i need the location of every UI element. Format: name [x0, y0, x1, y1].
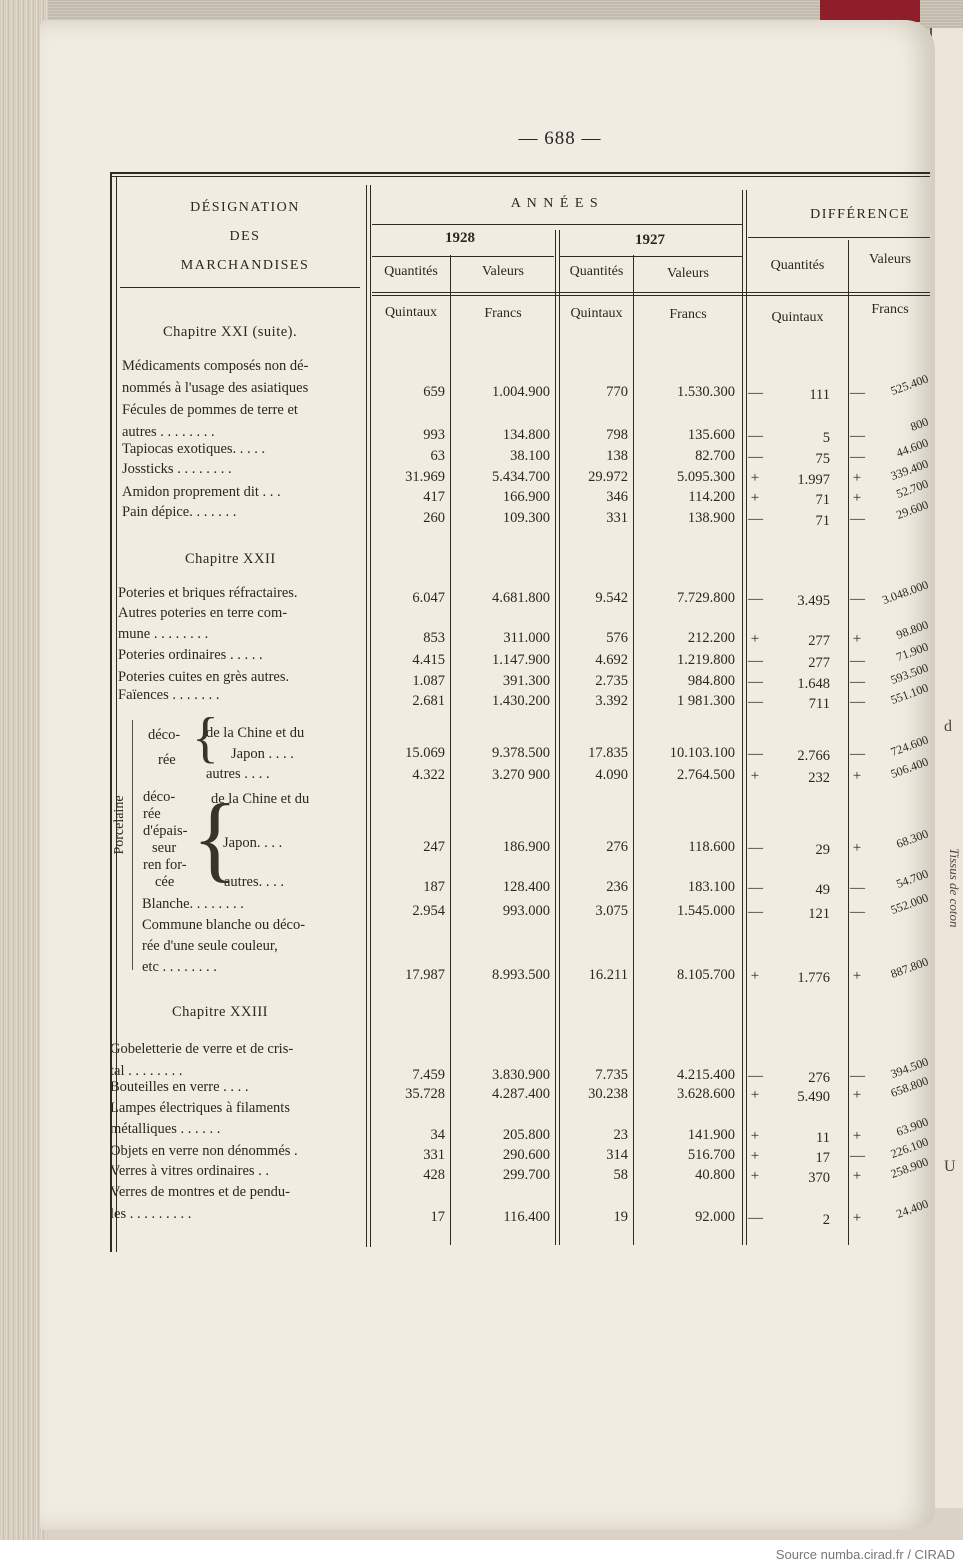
- cell-diff-valeur: 24.400: [894, 1196, 931, 1221]
- cell-valeur-1928: 4.681.800: [492, 590, 550, 606]
- cell-quantite-1927: 798: [606, 427, 628, 443]
- row-label: Fécules de pommes de terre et: [122, 402, 298, 418]
- edge-letter: d: [944, 718, 952, 735]
- cell-quantite-1928: 7.459: [412, 1067, 445, 1083]
- cell-valeur-1927: 516.700: [687, 1147, 735, 1163]
- cell-quantite-1928: 247: [423, 839, 445, 855]
- row-label: de la Chine et du: [206, 725, 305, 741]
- row-label: Verres de montres et de pendu-: [110, 1184, 290, 1200]
- cell-valeur-1927: 135.600: [687, 427, 735, 443]
- cell-diff-quantite: 277: [808, 633, 830, 649]
- cell-valeur-1927: 212.200: [687, 630, 735, 646]
- cell-diff-valeur: 54.700: [894, 866, 931, 891]
- brace-icon: {: [192, 707, 219, 769]
- cell-quantite-1928: 17.987: [405, 967, 445, 983]
- cell-valeur-1928: 186.900: [502, 839, 550, 855]
- row-label: métalliques . . . . . .: [110, 1121, 221, 1137]
- cell-diff-valeur: 506.400: [888, 754, 931, 781]
- row-label: Japon . . . .: [231, 746, 294, 762]
- sign-diff-quantite: +: [750, 631, 760, 647]
- source-credit: Source numba.cirad.fr / CIRAD: [775, 1547, 955, 1562]
- sign-diff-quantite: —: [748, 880, 763, 896]
- row-label: autres. . . .: [224, 874, 284, 890]
- sign-diff-quantite: —: [748, 904, 763, 920]
- cell-diff-quantite: 711: [808, 696, 830, 712]
- cell-quantite-1927: 4.090: [595, 767, 628, 783]
- sign-diff-valeur: —: [850, 449, 865, 465]
- cell-valeur-1928: 128.400: [502, 879, 550, 895]
- sign-diff-quantite: +: [750, 470, 760, 486]
- cell-diff-valeur: 551.100: [888, 680, 931, 707]
- cell-diff-quantite: 111: [809, 387, 830, 403]
- unit-francs: Francs: [871, 302, 909, 317]
- row-label: Gobeletterie de verre et de cris-: [110, 1041, 294, 1057]
- cell-valeur-1928: 1.430.200: [492, 693, 550, 709]
- cell-diff-valeur: 525.400: [888, 371, 931, 398]
- cell-quantite-1927: 346: [606, 489, 628, 505]
- group-label: déco-: [148, 727, 181, 743]
- cell-valeur-1927: 1.545.000: [677, 903, 735, 919]
- sign-diff-quantite: —: [748, 694, 763, 710]
- cell-valeur-1927: 1.219.800: [677, 652, 735, 668]
- cell-quantite-1928: 853: [423, 630, 445, 646]
- sign-diff-quantite: +: [750, 968, 760, 984]
- cell-diff-quantite: 75: [815, 451, 830, 467]
- unit-quintaux: Quintaux: [771, 310, 824, 325]
- row-label: Poteries ordinaires . . . . .: [118, 647, 263, 663]
- porcelaine-bracket: [132, 720, 133, 970]
- group-label: rée: [143, 806, 161, 822]
- sign-diff-quantite: +: [750, 490, 760, 506]
- cell-diff-valeur: 339.400: [888, 456, 931, 483]
- group-label: déco-: [143, 789, 176, 805]
- unit-francs: Francs: [484, 306, 522, 321]
- row-label: Blanche. . . . . . . .: [142, 896, 244, 912]
- sign-diff-quantite: +: [750, 1128, 760, 1144]
- unit-quintaux: Quintaux: [384, 305, 438, 320]
- cell-valeur-1928: 311.000: [503, 630, 550, 646]
- cell-quantite-1928: 417: [423, 489, 445, 505]
- cell-quantite-1928: 63: [430, 448, 445, 464]
- row-label: Tapiocas exotiques. . . . .: [122, 441, 266, 457]
- cell-quantite-1927: 19: [613, 1209, 628, 1225]
- row-label: Japon. . . .: [223, 835, 283, 851]
- row-label: mune . . . . . . . .: [118, 626, 209, 642]
- cell-diff-valeur: 258.900: [888, 1154, 931, 1181]
- cell-valeur-1928: 5.434.700: [492, 469, 550, 485]
- unit-quintaux: Quintaux: [570, 306, 623, 321]
- cell-quantite-1928: 34: [430, 1127, 445, 1143]
- cell-diff-quantite: 276: [808, 1070, 830, 1086]
- header-rule: [560, 256, 742, 257]
- row-label: Jossticks . . . . . . . .: [122, 461, 232, 477]
- header-designation: MARCHANDISES: [180, 258, 310, 273]
- cell-valeur-1927: 5.095.300: [677, 469, 735, 485]
- cell-diff-quantite: 11: [816, 1130, 830, 1146]
- cell-valeur-1927: 1.530.300: [677, 384, 735, 400]
- header-designation: DES: [229, 229, 261, 244]
- cell-diff-quantite: 5: [822, 430, 830, 446]
- cell-diff-valeur: 887.800: [888, 954, 931, 981]
- cell-diff-quantite: 2: [822, 1212, 830, 1228]
- sign-diff-valeur: —: [850, 511, 865, 527]
- header-quantites: Quantités: [384, 264, 438, 279]
- cell-valeur-1927: 1 981.300: [677, 693, 735, 709]
- sign-diff-valeur: +: [852, 1168, 862, 1184]
- cell-diff-quantite: 370: [808, 1170, 830, 1186]
- row-label: Médicaments composés non dé-: [122, 358, 309, 374]
- porcelaine-label: Porcelaine: [112, 795, 127, 855]
- sign-diff-valeur: +: [852, 840, 862, 856]
- cell-diff-valeur: 658.800: [888, 1073, 931, 1100]
- row-label: Poteries cuites en grès autres.: [118, 669, 290, 685]
- row-label: Poteries et briques réfractaires.: [118, 585, 298, 601]
- sign-diff-valeur: —: [850, 880, 865, 896]
- cell-diff-valeur: 52.700: [894, 476, 931, 501]
- cell-valeur-1928: 290.600: [502, 1147, 550, 1163]
- cell-diff-valeur: 98.800: [894, 617, 931, 642]
- table-top-rule-thin: [110, 176, 930, 177]
- sign-diff-quantite: +: [750, 1168, 760, 1184]
- row-label: etc . . . . . . . .: [142, 959, 217, 975]
- cell-quantite-1927: 16.211: [588, 967, 628, 983]
- edge-letter: U: [944, 1158, 956, 1175]
- sign-diff-valeur: —: [850, 904, 865, 920]
- group-label: ren for-: [143, 857, 187, 873]
- sign-diff-valeur: —: [850, 653, 865, 669]
- header-rule: [372, 295, 930, 296]
- cell-quantite-1928: 4.415: [412, 652, 445, 668]
- cell-valeur-1927: 4.215.400: [677, 1067, 735, 1083]
- cell-valeur-1928: 3.270 900: [492, 767, 550, 783]
- cell-quantite-1927: 17.835: [588, 745, 628, 761]
- cell-quantite-1927: 2.735: [595, 673, 628, 689]
- cell-diff-quantite: 3.495: [797, 593, 830, 609]
- sign-diff-quantite: +: [750, 1087, 760, 1103]
- header-annees: A N N É E S: [510, 196, 600, 211]
- brace-icon: {: [192, 784, 239, 891]
- cell-quantite-1927: 331: [606, 510, 628, 526]
- cell-quantite-1927: 314: [606, 1147, 628, 1163]
- cell-valeur-1927: 8.105.700: [677, 967, 735, 983]
- cell-diff-quantite: 1.997: [797, 472, 830, 488]
- cell-diff-valeur: 226.100: [888, 1134, 931, 1161]
- row-label: autres . . . . . . . .: [122, 424, 215, 440]
- cell-diff-valeur: 800: [908, 414, 931, 434]
- cell-quantite-1928: 35.728: [405, 1086, 445, 1102]
- cell-quantite-1928: 187: [423, 879, 445, 895]
- header-rule: [748, 237, 930, 238]
- sign-diff-quantite: +: [750, 768, 760, 784]
- cell-quantite-1927: 29.972: [588, 469, 628, 485]
- sign-diff-quantite: —: [748, 428, 763, 444]
- cell-valeur-1928: 993.000: [502, 903, 550, 919]
- cell-diff-quantite: 17: [815, 1150, 830, 1166]
- cell-quantite-1927: 276: [606, 839, 628, 855]
- cell-quantite-1928: 993: [423, 427, 445, 443]
- sign-diff-valeur: —: [850, 385, 865, 401]
- cell-quantite-1927: 9.542: [595, 590, 628, 606]
- header-year-1928: 1928: [445, 230, 475, 246]
- cell-valeur-1928: 1.004.900: [492, 384, 550, 400]
- sign-diff-valeur: —: [850, 694, 865, 710]
- sign-diff-valeur: +: [852, 1210, 862, 1226]
- header-designation: DÉSIGNATION: [190, 200, 300, 215]
- cell-diff-valeur: 44.600: [894, 435, 931, 460]
- cell-diff-valeur: 394.500: [888, 1054, 931, 1081]
- sign-diff-valeur: —: [850, 428, 865, 444]
- sign-diff-quantite: +: [750, 1148, 760, 1164]
- sign-diff-quantite: —: [748, 746, 763, 762]
- sign-diff-quantite: —: [748, 591, 763, 607]
- header-difference: DIFFÉRENCE: [810, 207, 910, 222]
- edge-vertical-text: Tissus de coton: [947, 848, 962, 928]
- cell-diff-valeur: 3.048.000: [880, 577, 931, 608]
- row-label: nommés à l'usage des asiatiques: [122, 380, 309, 396]
- cell-valeur-1927: 82.700: [695, 448, 735, 464]
- sign-diff-valeur: +: [852, 968, 862, 984]
- header-valeurs: Valeurs: [869, 252, 911, 267]
- cell-quantite-1927: 3.392: [595, 693, 628, 709]
- row-label: Amidon proprement dit . . .: [122, 484, 281, 500]
- cell-quantite-1927: 4.692: [595, 652, 628, 668]
- cell-diff-quantite: 1.648: [797, 676, 830, 692]
- cell-quantite-1928: 659: [423, 384, 445, 400]
- cell-valeur-1927: 3.628.600: [677, 1086, 735, 1102]
- row-label: de la Chine et du: [211, 791, 310, 807]
- sign-diff-quantite: —: [748, 840, 763, 856]
- header-rule: [372, 256, 554, 257]
- cell-quantite-1928: 17: [430, 1209, 445, 1225]
- cell-diff-valeur: 68.300: [894, 826, 931, 851]
- cell-valeur-1927: 7.729.800: [677, 590, 735, 606]
- cell-diff-quantite: 71: [815, 513, 830, 529]
- cell-quantite-1928: 4.322: [412, 767, 445, 783]
- header-rule: [372, 224, 742, 225]
- header-rule: [372, 292, 930, 293]
- cell-valeur-1927: 92.000: [695, 1209, 735, 1225]
- col-sep: [848, 240, 849, 1245]
- cell-quantite-1928: 2.954: [412, 903, 445, 919]
- cell-valeur-1928: 205.800: [502, 1127, 550, 1143]
- cell-valeur-1927: 183.100: [687, 879, 735, 895]
- unit-francs: Francs: [669, 307, 707, 322]
- cell-valeur-1928: 109.300: [502, 510, 550, 526]
- group-label: cée: [155, 874, 175, 890]
- cell-valeur-1927: 984.800: [687, 673, 735, 689]
- row-label: Lampes électriques à filaments: [110, 1100, 290, 1116]
- cell-diff-quantite: 1.776: [797, 970, 830, 986]
- cell-quantite-1928: 260: [423, 510, 445, 526]
- cell-valeur-1928: 299.700: [502, 1167, 550, 1183]
- cell-quantite-1928: 31.969: [405, 469, 445, 485]
- cell-quantite-1928: 331: [423, 1147, 445, 1163]
- chapter-title: Chapitre XXI (suite).: [163, 324, 298, 340]
- cell-valeur-1928: 38.100: [510, 448, 550, 464]
- sign-diff-valeur: —: [850, 1068, 865, 1084]
- sign-diff-valeur: —: [850, 1148, 865, 1164]
- cell-diff-quantite: 2.766: [797, 748, 830, 764]
- cell-quantite-1928: 428: [423, 1167, 445, 1183]
- row-label: rée d'une seule couleur,: [142, 938, 278, 954]
- cell-diff-quantite: 49: [815, 882, 830, 898]
- header-valeurs: Valeurs: [667, 266, 709, 281]
- header-quantites: Quantités: [770, 258, 825, 273]
- cell-diff-valeur: 724.600: [888, 732, 931, 759]
- sign-diff-quantite: —: [748, 674, 763, 690]
- sign-diff-valeur: +: [852, 1128, 862, 1144]
- cell-diff-quantite: 71: [815, 492, 830, 508]
- cell-valeur-1928: 1.147.900: [492, 652, 550, 668]
- cell-diff-quantite: 121: [808, 906, 830, 922]
- row-label: Objets en verre non dénommés .: [110, 1143, 298, 1159]
- row-label: Faïences . . . . . . .: [118, 687, 220, 703]
- chapter-title: Chapitre XXIII: [172, 1004, 268, 1020]
- group-label: rée: [158, 752, 176, 768]
- sign-diff-valeur: —: [850, 591, 865, 607]
- cell-diff-valeur: 71.900: [894, 639, 931, 664]
- row-label: autres . . . .: [206, 766, 270, 782]
- sign-diff-quantite: —: [748, 449, 763, 465]
- row-label: tal . . . . . . . .: [110, 1063, 183, 1079]
- cell-valeur-1928: 3.830.900: [492, 1067, 550, 1083]
- cell-valeur-1927: 138.900: [687, 510, 735, 526]
- row-label: Bouteilles en verre . . . .: [110, 1079, 249, 1095]
- cell-quantite-1927: 30.238: [588, 1086, 628, 1102]
- cell-diff-valeur: 29.600: [894, 497, 931, 522]
- cell-quantite-1927: 58: [613, 1167, 628, 1183]
- cell-valeur-1927: 10.103.100: [669, 745, 735, 761]
- cell-diff-valeur: 552.000: [888, 890, 931, 917]
- row-label: Verres à vitres ordinaires . .: [110, 1163, 270, 1179]
- sign-diff-valeur: +: [852, 768, 862, 784]
- header-quantites: Quantités: [569, 264, 624, 279]
- cell-quantite-1928: 1.087: [412, 673, 445, 689]
- sign-diff-valeur: —: [850, 746, 865, 762]
- header-rule: [120, 287, 360, 288]
- cell-quantite-1927: 23: [613, 1127, 628, 1143]
- group-label: d'épais-: [143, 823, 188, 839]
- group-label: seur: [152, 840, 177, 856]
- cell-valeur-1928: 134.800: [502, 427, 550, 443]
- row-label: Commune blanche ou déco-: [142, 917, 306, 933]
- sign-diff-valeur: +: [852, 631, 862, 647]
- cell-valeur-1928: 166.900: [502, 489, 550, 505]
- cell-valeur-1928: 9.378.500: [492, 745, 550, 761]
- cell-valeur-1927: 40.800: [695, 1167, 735, 1183]
- chapter-title: Chapitre XXII: [185, 551, 276, 567]
- table-top-rule: [110, 172, 930, 174]
- sign-diff-quantite: —: [748, 385, 763, 401]
- sign-diff-valeur: +: [852, 470, 862, 486]
- cell-quantite-1927: 576: [606, 630, 628, 646]
- cell-diff-quantite: 5.490: [797, 1089, 830, 1105]
- cell-quantite-1927: 3.075: [595, 903, 628, 919]
- cell-quantite-1927: 7.735: [595, 1067, 628, 1083]
- cell-valeur-1928: 391.300: [502, 673, 550, 689]
- cell-quantite-1928: 15.069: [405, 745, 445, 761]
- sign-diff-quantite: —: [748, 511, 763, 527]
- cell-quantite-1927: 236: [606, 879, 628, 895]
- header-year-1927: 1927: [635, 232, 665, 248]
- header-valeurs: Valeurs: [482, 264, 524, 279]
- sign-diff-valeur: —: [850, 674, 865, 690]
- sign-diff-quantite: —: [748, 1210, 763, 1226]
- red-bookmark: [820, 0, 920, 22]
- row-label: Autres poteries en terre com-: [118, 605, 288, 621]
- sign-diff-valeur: +: [852, 490, 862, 506]
- row-label: les . . . . . . . . .: [110, 1206, 192, 1222]
- cell-diff-quantite: 277: [808, 655, 830, 671]
- cell-diff-quantite: 232: [808, 770, 830, 786]
- cell-valeur-1928: 4.287.400: [492, 1086, 550, 1102]
- cell-quantite-1927: 138: [606, 448, 628, 464]
- cell-valeur-1928: 8.993.500: [492, 967, 550, 983]
- cell-quantite-1928: 2.681: [412, 693, 445, 709]
- cell-valeur-1927: 114.200: [688, 489, 735, 505]
- cell-diff-valeur: 63.900: [894, 1114, 931, 1139]
- cell-quantite-1927: 770: [606, 384, 628, 400]
- page-number: — 688 —: [518, 128, 602, 149]
- cell-diff-valeur: 593.500: [888, 660, 931, 687]
- cell-quantite-1928: 6.047: [412, 590, 445, 606]
- sign-diff-quantite: —: [748, 1068, 763, 1084]
- sign-diff-valeur: +: [852, 1087, 862, 1103]
- cell-valeur-1927: 2.764.500: [677, 767, 735, 783]
- sign-diff-quantite: —: [748, 653, 763, 669]
- cell-valeur-1927: 141.900: [687, 1127, 735, 1143]
- row-label: Pain dépice. . . . . . .: [122, 504, 237, 520]
- cell-diff-quantite: 29: [815, 842, 830, 858]
- cell-valeur-1928: 116.400: [503, 1209, 550, 1225]
- cell-valeur-1927: 118.600: [688, 839, 735, 855]
